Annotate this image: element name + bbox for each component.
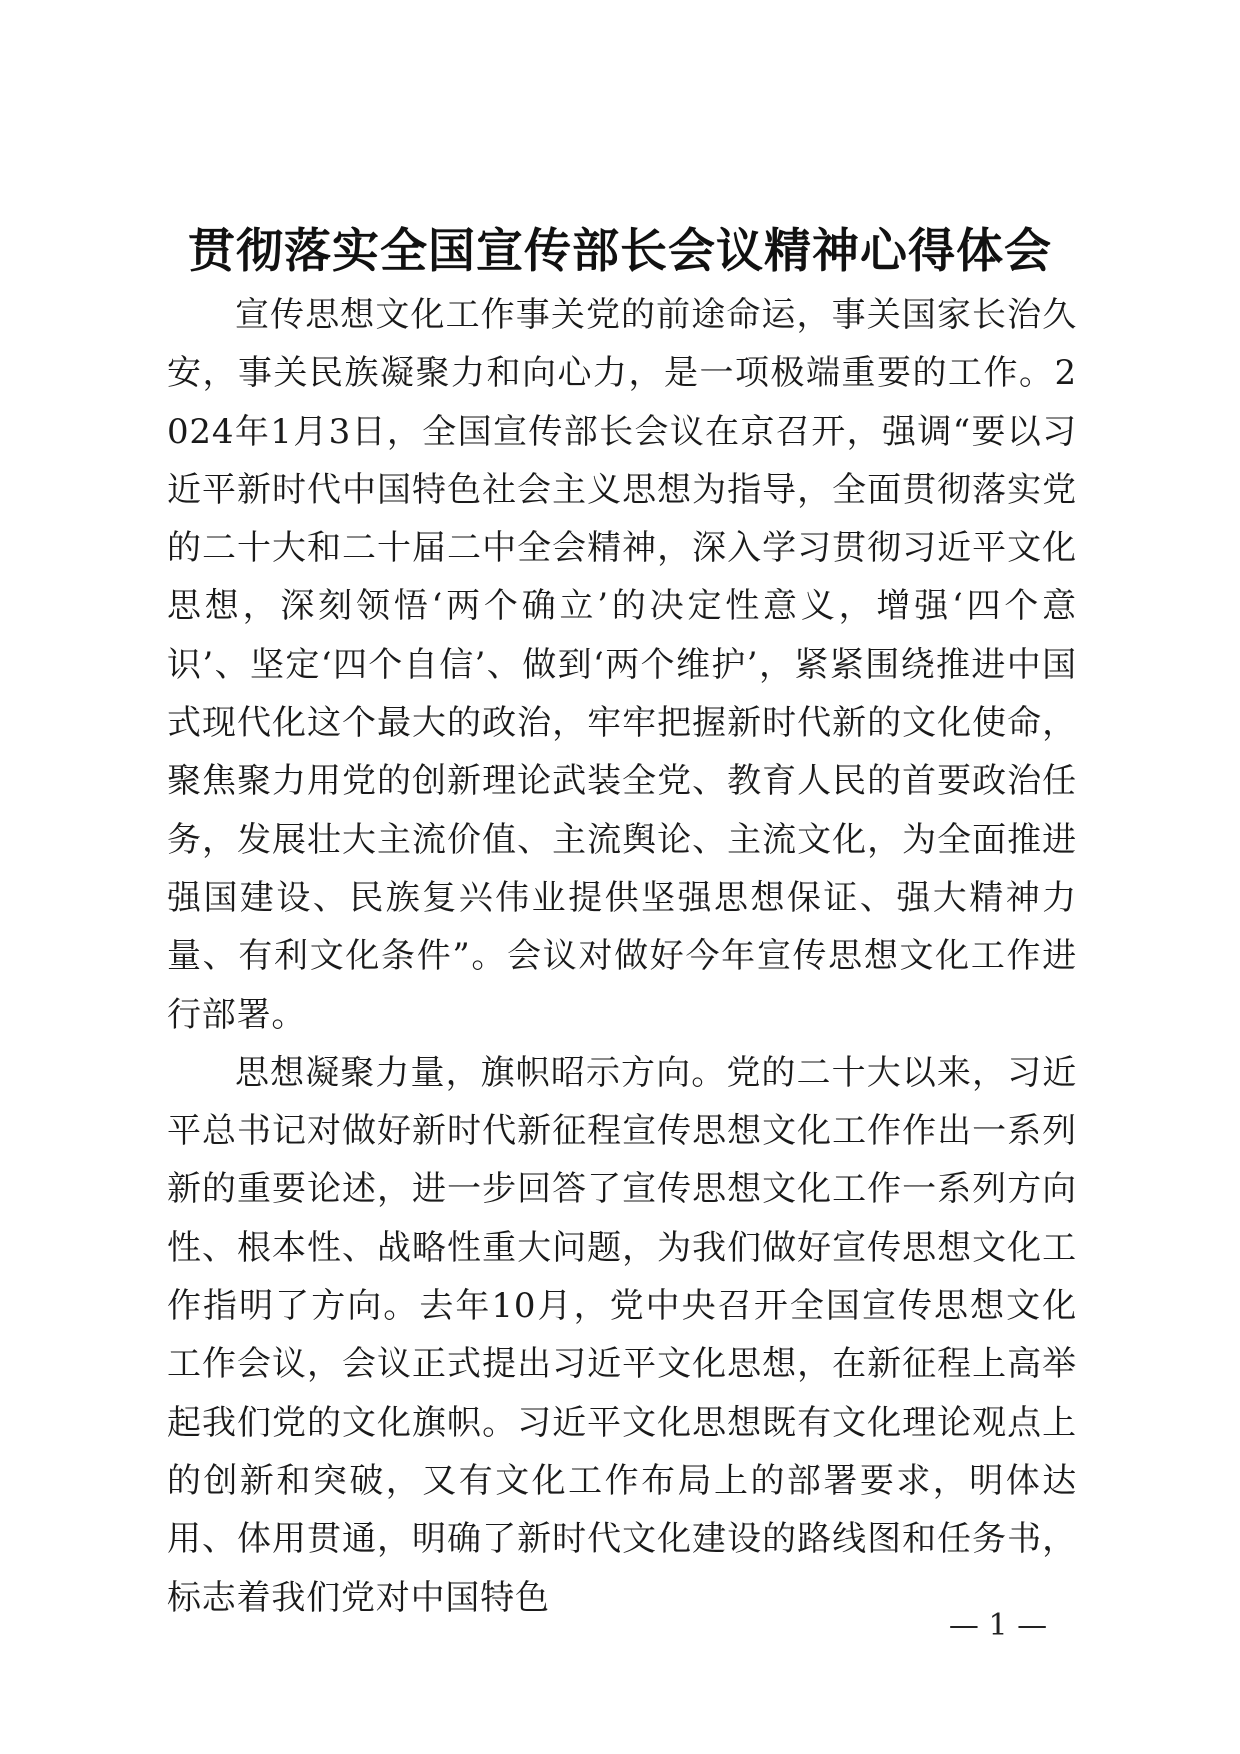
body-paragraph-1: 宣传思想文化工作事关党的前途命运，事关国家长治久安，事关民族凝聚力和向心力，是一项极端重要的工作。2024年1月3日，全国宣传部长会议在京召开，强调“要以习近平新时代中国特色社会主义思想为指导，全面贯彻落实党的二十大和二十届二中全会精神，深入学习贯彻习近平文化思想，深刻领悟‘两个确立’的决定性意义，增强‘四个意识’、坚定‘四个自信’、做到‘两个维护’，紧紧围绕推进中国式现代化这个最大的政治，牢牢把握新时代新的文化使命，聚焦聚力用党的创新理论武装全党、教育人民的首要政治任务，发展壮大主流价值、主流舆论、主流文化，为全面推进强国建设、民族复兴伟业提供坚强思想保证、强大精神力量、有利文化条件”。会议对做好今年宣传思想文化工作进行部署。	[167, 295, 1077, 1035]
document-title: 贯彻落实全国宣传部长会议精神心得体会	[188, 224, 1052, 279]
page-number: — 1 —	[948, 1608, 1048, 1643]
document-body	[167, 286, 1077, 1627]
body-paragraph-2: 思想凝聚力量，旗帜昭示方向。党的二十大以来，习近平总书记对做好新时代新征程宣传思想文化工作作出一系列新的重要论述，进一步回答了宣传思想文化工作一系列方向性、根本性、战略性重大问题，为我们做好宣传思想文化工作指明了方向。去年10月，党中央召开全国宣传思想文化工作会议，会议正式提出习近平文化思想，在新征程上高举起我们党的文化旗帜。习近平文化思想既有文化理论观点上的创新和突破，又有文化工作布局上的部署要求，明体达用、体用贯通，明确了新时代文化建设的路线图和任务书，标志着我们党对中国特色	[167, 1052, 1077, 1618]
